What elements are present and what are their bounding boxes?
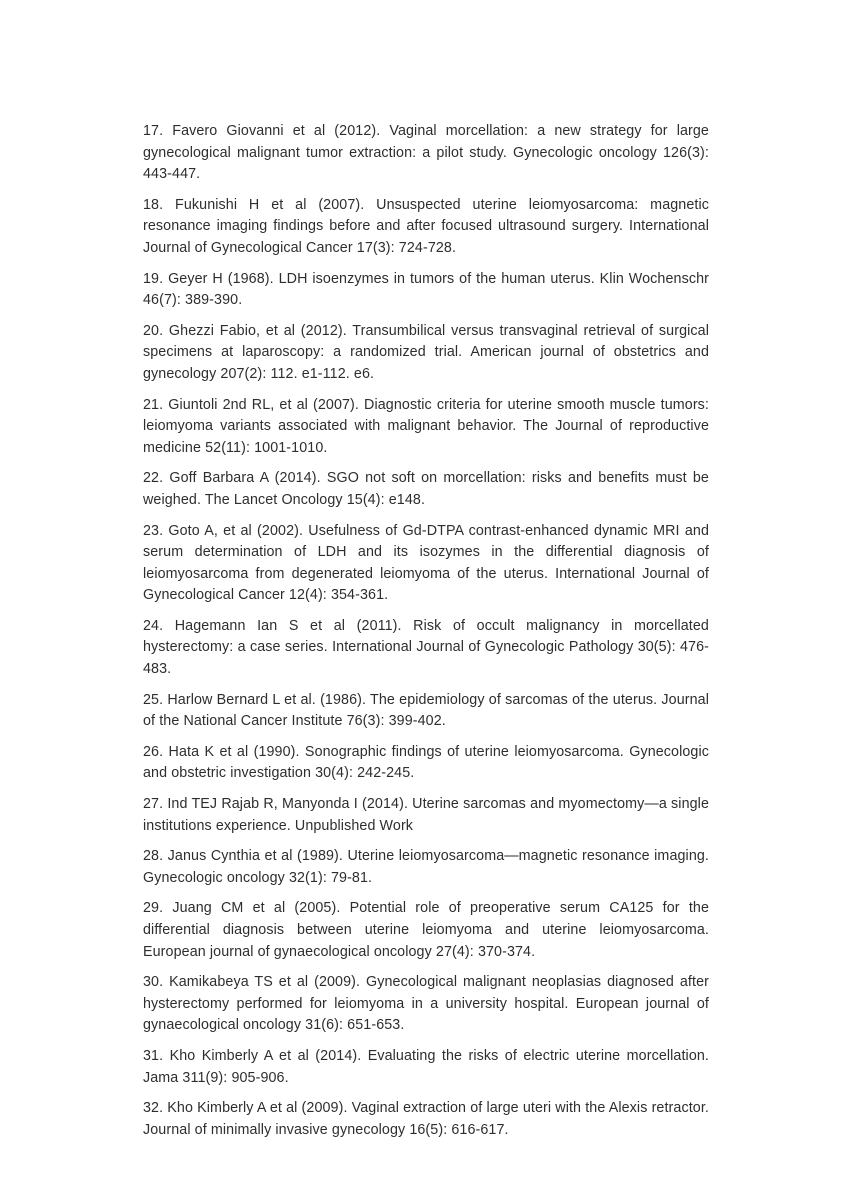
reference-item-32: 32. Kho Kimberly A et al (2009). Vaginal extraction of large uteri with the Alexis retractor. Journal of minimally invasive gynecology 16(5): 616-617. [143, 1100, 709, 1138]
reference-item-27: 27. Ind TEJ Rajab R, Manyonda I (2014). Uterine sarcomas and myomectomy—a single institutions experience. Unpublished Work [143, 796, 709, 834]
reference-item-20: 20. Ghezzi Fabio, et al (2012). Transumbilical versus transvaginal retrieval of surgical specimens at laparoscopy: a randomized trial. American journal of obstetrics and gynecology 207(2): 112. e1-112. e6. [143, 322, 709, 382]
reference-item-30: 30. Kamikabeya TS et al (2009). Gynecological malignant neoplasias diagnosed after hysterectomy performed for leiomyoma in a university hospital. European journal of gynaecological oncology 31(6): 651-653. [143, 974, 709, 1034]
reference-item-25: 25. Harlow Bernard L et al. (1986). The epidemiology of sarcomas of the uterus. Journal of the National Cancer Institute 76(3): 399-402. [143, 691, 709, 730]
reference-item-31: 31. Kho Kimberly A et al (2014). Evaluating the risks of electric uterine morcellation. Jama 311(9): 905-906. [143, 1047, 709, 1086]
reference-item-26: 26. Hata K et al (1990). Sonographic findings of uterine leiomyosarcoma. Gynecologic and obstetric investigation 30(4): 242-245. [143, 743, 709, 782]
reference-item-29: 29. Juang CM et al (2005). Potential role of preoperative serum CA125 for the differential diagnosis between uterine leiomyoma and uterine leiomyosarcoma. European journal of gynaecological oncology 27(4): 370-374. [143, 900, 709, 960]
reference-item-23: 23. Goto A, et al (2002). Usefulness of Gd-DTPA contrast-enhanced dynamic MRI and serum determination of LDH and its isozymes in the differential diagnosis of leiomyosarcoma from degenerated leiomyoma of the uterus. International Journal of Gynecological Cancer 12(4): 354-361. [143, 522, 709, 604]
reference-item-18: 18. Fukunishi H et al (2007). Unsuspected uterine leiomyosarcoma: magnetic resonance imaging findings before and after focused ultrasound surgery. International Journal of Gynecological Cancer 17(3): 724-728. [143, 196, 709, 256]
reference-item-21: 21. Giuntoli 2nd RL, et al (2007). Diagnostic criteria for uterine smooth muscle tumors: leiomyoma variants associated with malignant behavior. The Journal of reproductive medicine 52(11): 1001-1010. [143, 396, 709, 456]
reference-item-17: 17. Favero Giovanni et al (2012). Vaginal morcellation: a new strategy for large gynecological malignant tumor extraction: a pilot study. Gynecologic oncology 126(3): 443-447. [143, 123, 709, 183]
references-list [143, 121, 709, 1141]
reference-item-22: 22. Goff Barbara A (2014). SGO not soft on morcellation: risks and benefits must be weighed. The Lancet Oncology 15(4): e148. [143, 470, 709, 508]
reference-item-24: 24. Hagemann Ian S et al (2011). Risk of occult malignancy in morcellated hysterectomy: a case series. International Journal of Gynecologic Pathology 30(5): 476-483. [143, 617, 709, 678]
reference-item-19: 19. Geyer H (1968). LDH isoenzymes in tumors of the human uterus. Klin Wochenschr 46(7): 389-390. [143, 270, 709, 309]
reference-item-28: 28. Janus Cynthia et al (1989). Uterine leiomyosarcoma—magnetic resonance imaging. Gynecologic oncology 32(1): 79-81. [143, 848, 709, 886]
